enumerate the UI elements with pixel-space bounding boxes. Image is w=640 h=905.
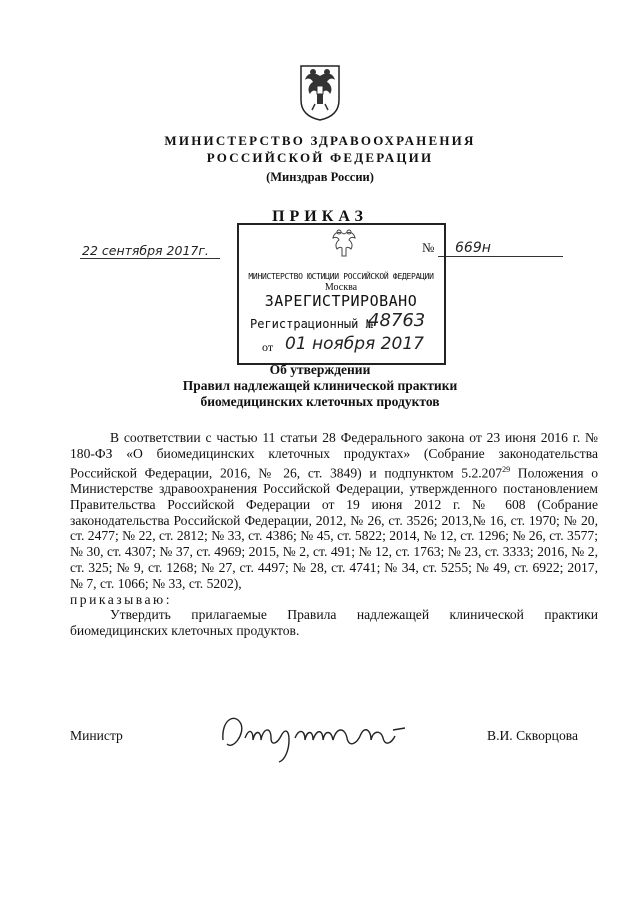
order-number-label: № [422,240,435,255]
handwritten-signature [215,700,415,770]
stamp-city: Москва [324,282,358,293]
order-date: 22 сентября 2017г. [82,243,209,258]
document-type-heading: ПРИКАЗ [272,208,368,225]
title-line1: Об утверждении [269,362,371,377]
ministry-name-line2: РОССИЙСКОЙ ФЕДЕРАЦИИ [206,150,434,165]
stamp-reg-label: Регистрационный № [250,317,373,331]
stamp-ministry-of-justice: МИНИСТЕРСТВО ЮСТИЦИИ РОССИЙСКОЙ ФЕДЕРАЦИИ [248,272,434,281]
ministry-name-line1: МИНИСТЕРСТВО ЗДРАВООХРАНЕНИЯ [164,133,476,148]
coat-of-arms-emblem [297,60,343,122]
paragraph-approve: Утвердить прилагаемые Правила надлежащей клинической практики биомедицинских клеточных продуктов. [70,607,598,639]
ministry-short-name: (Минздрав России) [266,170,374,184]
number-underline [438,256,563,257]
title-line3: биомедицинских клеточных продуктов [200,394,440,409]
order-word: приказываю: [70,591,172,607]
paragraph-basis: В соответствии с частью 11 статьи 28 Федерального закона от 23 июня 2016 г. № 180-ФЗ «О биомедицинских клеточных продуктах» (Собрание законодательства Российской Федерации, 2016, № 26, ст. 3849) и подпунктом 5.2.207$^{29}$ Положения о Министерстве здравоохранения Российской Федерации, утвержденного постановлением Правительства Российской Федерации от 19 июня 2012 г. № 608 (Собрание законодательства Российской Федерации, 2012, № 26, ст. 3526; 2013,№ 16, ст. 1970; № 20, ст. 2477; № 22, ст. 2812; № 33, ст. 4386; № 45, ст. 5822; 2014, № 12, ст. 1296; № 26, ст. 3577; № 30, ст. 4307; № 37, ст. 4969; 2015, № 2, ст. 491; № 12, ст. 1763; № 23, ст. 3333; 2016, № 2, ст. 325; № 9, ст. 1268; № 27, ст. 4497; № 28, ст. 4741; № 34, ст. 5255; № 49, ст. 6922; 2017, № 7, ст. 1066; № 33, ст. 5202), [70,430,598,591]
stamp-registered: ЗАРЕГИСТРИРОВАНО [264,292,418,310]
stamp-emblem-icon [328,226,360,266]
stamp-reg-number: 48763 [368,310,426,331]
order-body [70,430,598,639]
title-line2: Правил надлежащей клинической практики [182,378,458,393]
stamp-date-value: 01 ноября 2017 [285,334,424,354]
date-underline [80,258,220,259]
stamp-date-label: от [262,340,274,354]
signatory-name: В.И. Скворцова [487,728,579,743]
order-number: 669н [455,240,491,256]
signatory-position: Министр [70,728,123,743]
